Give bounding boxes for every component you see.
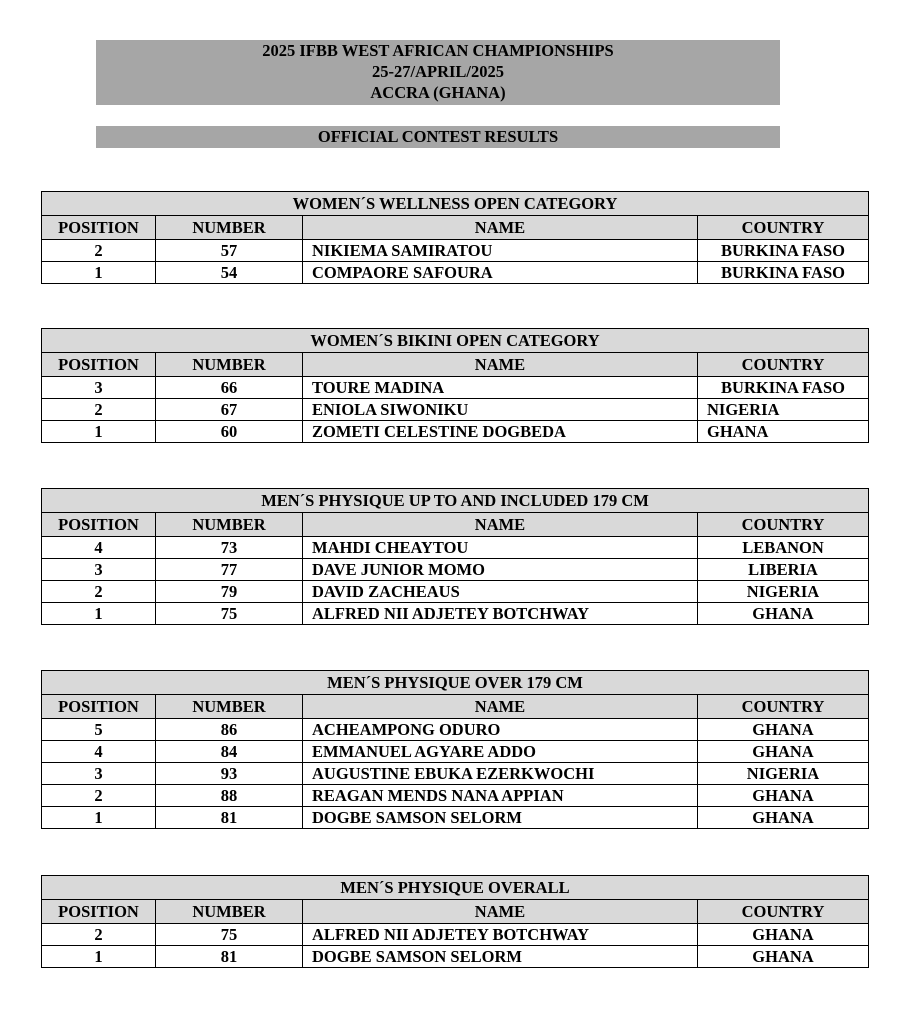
table-row — [42, 262, 869, 284]
country-cell: LIBERIA — [698, 559, 869, 581]
country-cell: BURKINA FASO — [698, 240, 869, 262]
table-row — [42, 807, 869, 829]
name-cell: ALFRED NII ADJETEY BOTCHWAY — [303, 603, 698, 625]
number-cell: 77 — [156, 559, 303, 581]
column-header-number: NUMBER — [156, 900, 303, 924]
name-cell: ACHEAMPONG ODURO — [303, 719, 698, 741]
name-cell: DAVID ZACHEAUS — [303, 581, 698, 603]
column-header-country: COUNTRY — [698, 695, 869, 719]
country-cell: GHANA — [698, 785, 869, 807]
country-cell: NIGERIA — [698, 763, 869, 785]
country-cell: NIGERIA — [698, 581, 869, 603]
position-cell: 1 — [42, 421, 156, 443]
table-row — [42, 377, 869, 399]
event-location: ACCRA (GHANA) — [370, 83, 506, 102]
number-cell: 54 — [156, 262, 303, 284]
number-cell: 79 — [156, 581, 303, 603]
position-cell: 1 — [42, 946, 156, 968]
position-cell: 3 — [42, 763, 156, 785]
column-header-position: POSITION — [42, 513, 156, 537]
column-header-position: POSITION — [42, 900, 156, 924]
position-cell: 2 — [42, 924, 156, 946]
results-table — [41, 488, 869, 625]
country-cell: LEBANON — [698, 537, 869, 559]
name-cell: DOGBE SAMSON SELORM — [303, 807, 698, 829]
country-cell: GHANA — [698, 741, 869, 763]
country-cell: GHANA — [698, 603, 869, 625]
number-cell: 67 — [156, 399, 303, 421]
country-cell: BURKINA FASO — [698, 262, 869, 284]
column-header-number: NUMBER — [156, 695, 303, 719]
column-header-country: COUNTRY — [698, 513, 869, 537]
results-table — [41, 670, 869, 829]
position-cell: 1 — [42, 603, 156, 625]
column-header-name: NAME — [303, 353, 698, 377]
table-row — [42, 537, 869, 559]
position-cell: 1 — [42, 807, 156, 829]
name-cell: NIKIEMA SAMIRATOU — [303, 240, 698, 262]
name-cell: EMMANUEL AGYARE ADDO — [303, 741, 698, 763]
column-header-position: POSITION — [42, 695, 156, 719]
position-cell: 4 — [42, 537, 156, 559]
number-cell: 66 — [156, 377, 303, 399]
column-header-number: NUMBER — [156, 216, 303, 240]
number-cell: 86 — [156, 719, 303, 741]
position-cell: 4 — [42, 741, 156, 763]
results-table — [41, 191, 869, 284]
category-title: MEN´S PHYSIQUE OVER 179 CM — [42, 671, 869, 695]
position-cell: 2 — [42, 581, 156, 603]
event-dates: 25-27/APRIL/2025 — [372, 62, 504, 81]
column-header-position: POSITION — [42, 353, 156, 377]
country-cell: GHANA — [698, 946, 869, 968]
table-row — [42, 240, 869, 262]
number-cell: 88 — [156, 785, 303, 807]
name-cell: DOGBE SAMSON SELORM — [303, 946, 698, 968]
number-cell: 84 — [156, 741, 303, 763]
column-header-name: NAME — [303, 513, 698, 537]
position-cell: 3 — [42, 377, 156, 399]
category-title: WOMEN´S WELLNESS OPEN CATEGORY — [42, 192, 869, 216]
category-title: MEN´S PHYSIQUE OVERALL — [42, 876, 869, 900]
name-cell: MAHDI CHEAYTOU — [303, 537, 698, 559]
name-cell: DAVE JUNIOR MOMO — [303, 559, 698, 581]
table-row — [42, 741, 869, 763]
name-cell: ZOMETI CELESTINE DOGBEDA — [303, 421, 698, 443]
position-cell: 2 — [42, 240, 156, 262]
name-cell: ENIOLA SIWONIKU — [303, 399, 698, 421]
name-cell: TOURE MADINA — [303, 377, 698, 399]
column-header-position: POSITION — [42, 216, 156, 240]
number-cell: 81 — [156, 946, 303, 968]
country-cell: NIGERIA — [698, 399, 869, 421]
country-cell: GHANA — [698, 421, 869, 443]
number-cell: 73 — [156, 537, 303, 559]
position-cell: 5 — [42, 719, 156, 741]
table-row — [42, 603, 869, 625]
results-subtitle: OFFICIAL CONTEST RESULTS — [96, 126, 780, 148]
number-cell: 60 — [156, 421, 303, 443]
event-header-banner — [96, 40, 780, 105]
name-cell: AUGUSTINE EBUKA EZERKWOCHI — [303, 763, 698, 785]
table-row — [42, 719, 869, 741]
table-row — [42, 559, 869, 581]
position-cell: 3 — [42, 559, 156, 581]
column-header-name: NAME — [303, 900, 698, 924]
table-row — [42, 785, 869, 807]
column-header-country: COUNTRY — [698, 216, 869, 240]
column-header-country: COUNTRY — [698, 900, 869, 924]
column-header-number: NUMBER — [156, 513, 303, 537]
position-cell: 2 — [42, 399, 156, 421]
country-cell: BURKINA FASO — [698, 377, 869, 399]
results-table — [41, 328, 869, 443]
results-table — [41, 875, 869, 968]
country-cell: GHANA — [698, 924, 869, 946]
column-header-number: NUMBER — [156, 353, 303, 377]
position-cell: 1 — [42, 262, 156, 284]
column-header-country: COUNTRY — [698, 353, 869, 377]
number-cell: 75 — [156, 924, 303, 946]
name-cell: COMPAORE SAFOURA — [303, 262, 698, 284]
category-title: WOMEN´S BIKINI OPEN CATEGORY — [42, 329, 869, 353]
event-title: 2025 IFBB WEST AFRICAN CHAMPIONSHIPS — [262, 41, 614, 60]
table-row — [42, 581, 869, 603]
column-header-name: NAME — [303, 216, 698, 240]
category-title: MEN´S PHYSIQUE UP TO AND INCLUDED 179 CM — [42, 489, 869, 513]
number-cell: 57 — [156, 240, 303, 262]
table-row — [42, 399, 869, 421]
table-row — [42, 763, 869, 785]
number-cell: 81 — [156, 807, 303, 829]
column-header-name: NAME — [303, 695, 698, 719]
number-cell: 75 — [156, 603, 303, 625]
table-row — [42, 946, 869, 968]
country-cell: GHANA — [698, 807, 869, 829]
country-cell: GHANA — [698, 719, 869, 741]
table-row — [42, 421, 869, 443]
name-cell: REAGAN MENDS NANA APPIAN — [303, 785, 698, 807]
number-cell: 93 — [156, 763, 303, 785]
name-cell: ALFRED NII ADJETEY BOTCHWAY — [303, 924, 698, 946]
position-cell: 2 — [42, 785, 156, 807]
table-row — [42, 924, 869, 946]
